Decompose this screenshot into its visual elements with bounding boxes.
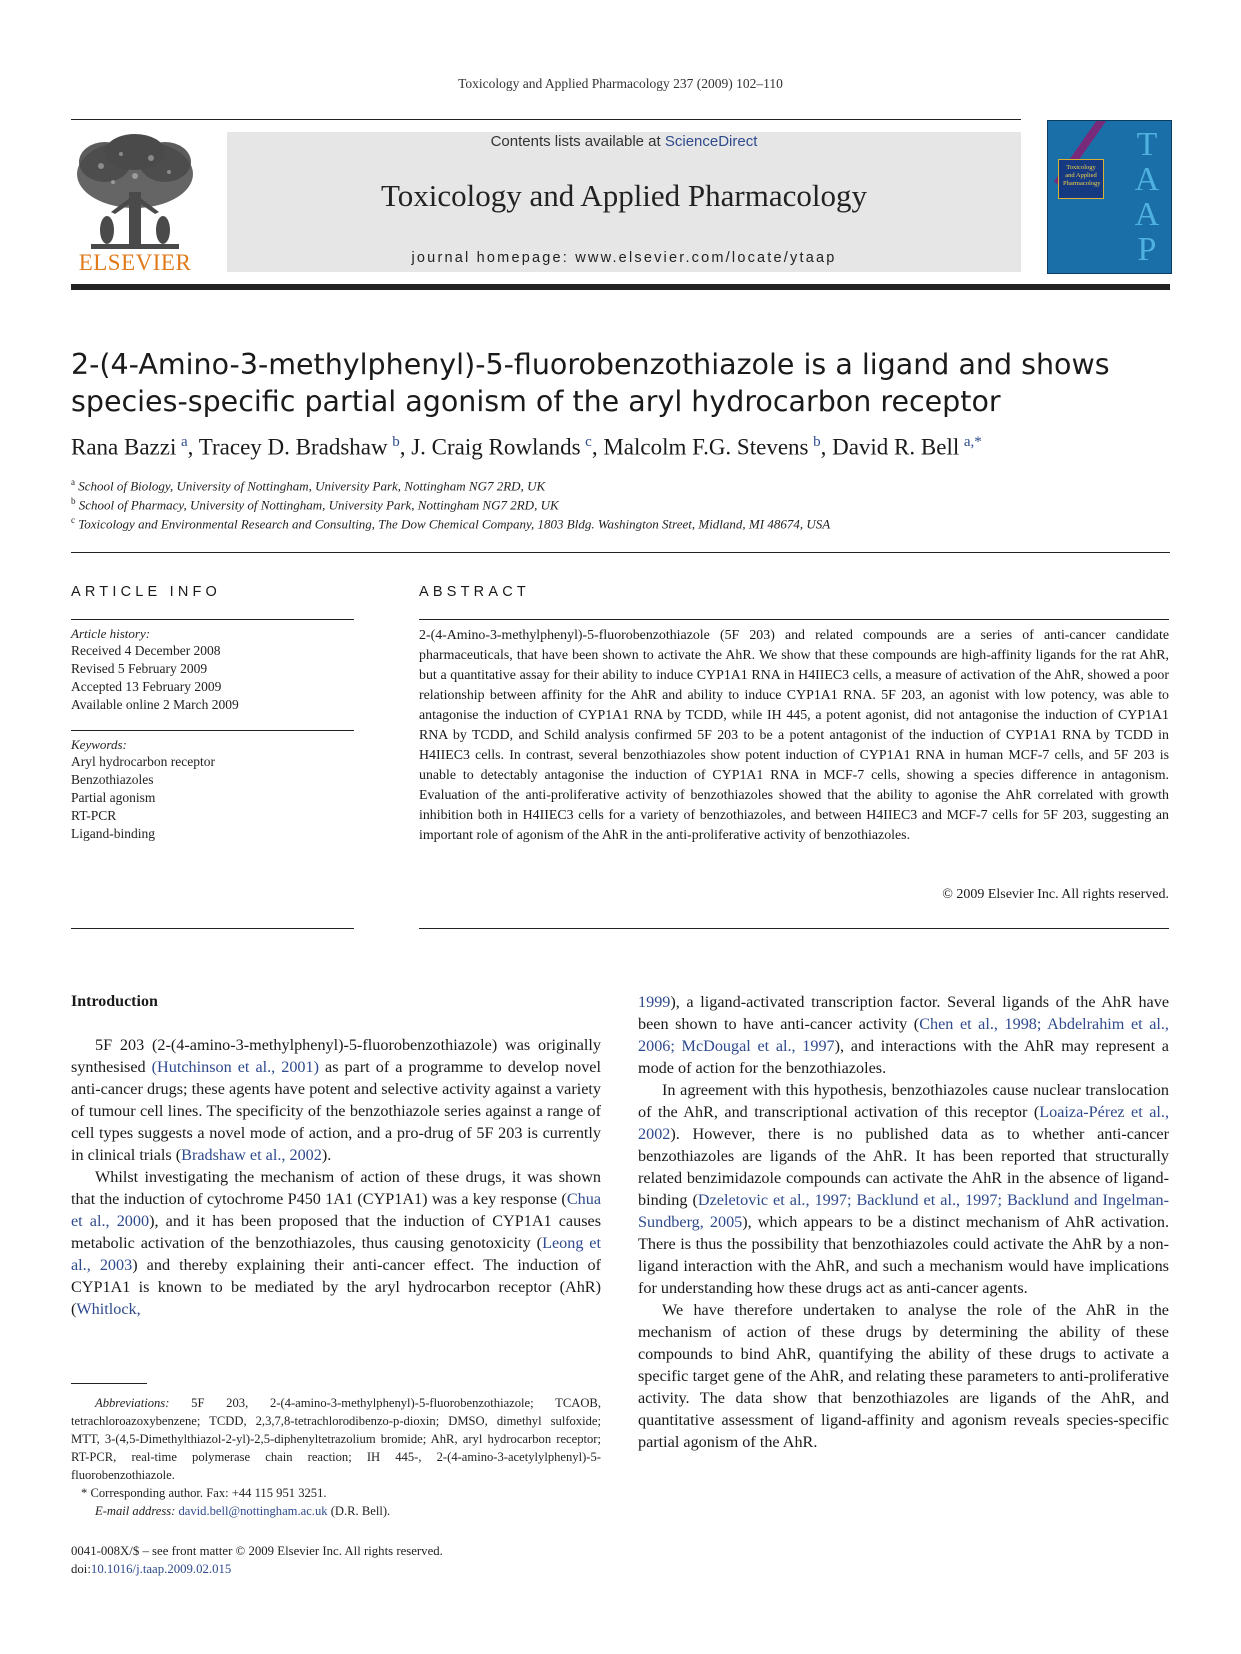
email-link[interactable]: david.bell@nottingham.ac.uk (178, 1504, 328, 1518)
body-text: We have therefore undertaken to analyse the role of the AhR in the mechanism of action of these drugs by determining the ability of these compounds to bind AhR, quantifying the ability of these drugs to activate a specific target gene of the AhR, and relating these parameters to anti-proliferative activity. The data show that benzothiazoles are ligands of the AhR, and quantitative assessment of ligand-affinity and agonism reveals species-specific partial agonism of the AhR. (638, 1301, 1169, 1451)
sciencedirect-link[interactable]: ScienceDirect (664, 133, 758, 150)
citation-link[interactable]: Leong et al., 2003 (71, 1234, 601, 1274)
author-affil-mark[interactable]: a (180, 434, 188, 450)
body-paragraph (638, 1079, 1169, 1299)
history-online: Available online 2 March 2009 (71, 697, 239, 712)
masthead-thick-rule (71, 284, 1170, 290)
title-line-1: 2-(4-Amino-3-methylphenyl)-5-fluorobenzothiazole is a ligand and shows (71, 348, 1110, 381)
author-name: Tracey D. Bradshaw (198, 434, 388, 460)
front-matter (71, 1542, 631, 1578)
keyword: Ligand-binding (71, 826, 155, 841)
article-info-bottom-rule (71, 928, 354, 929)
author-name: J. Craig Rowlands (411, 434, 581, 460)
body-text: ), and it has been proposed that the induction of CYP1A1 causes metabolic activation of the benzothiazoles, thus causing genotoxicity ( (71, 1212, 601, 1252)
history-label: Article history: (71, 626, 151, 641)
cover-letter: P (1137, 231, 1157, 268)
header-rule (71, 119, 1021, 120)
body-text: ). However, there is no published data as to whether anti-cancer benzothiazoles are ligands of the AhR. It has been reported that structurally related benzimidazole compounds can activate the AhR in the absence of ligand-binding ( (638, 1125, 1169, 1209)
body-paragraph (638, 991, 1169, 1079)
body-paragraph (71, 1034, 601, 1166)
journal-cover-thumbnail (1047, 120, 1172, 274)
author-name: Malcolm F.G. Stevens (603, 434, 809, 460)
body-text: In agreement with this hypothesis, benzothiazoles cause nuclear translocation of the AhR, and transcriptional activation of this receptor ( (638, 1081, 1169, 1121)
article-info-heading: ARTICLE INFO (71, 584, 222, 600)
keywords-rule (71, 730, 354, 731)
contents-prefix: Contents lists available at (490, 133, 665, 150)
title-line-2: species-specific partial agonism of the aryl hydrocarbon receptor (71, 385, 1001, 418)
doi-label: doi: (71, 1562, 91, 1576)
abstract-rule (419, 619, 1169, 620)
citation-link[interactable]: Bradshaw et al., 2002 (181, 1146, 322, 1164)
introduction-heading: Introduction (71, 993, 158, 1010)
body-text: 5F 203 (2-(4-amino-3-methylphenyl)-5-fluorobenzothiazole) was originally synthesised (71, 1036, 601, 1076)
affiliation-text: School of Biology, University of Nottingham, University Park, Nottingham NG7 2RD, UK (78, 478, 546, 494)
journal-homepage[interactable]: journal homepage: www.elsevier.com/locate/ytaap (411, 250, 837, 266)
abstract-heading: ABSTRACT (419, 584, 530, 600)
author-affil-mark[interactable]: a,* (963, 434, 982, 450)
article-info-rule (71, 619, 354, 620)
body-column-right (638, 991, 1169, 1453)
keywords-label: Keywords: (71, 737, 127, 752)
affiliation-text: School of Pharmacy, University of Nottingham, University Park, Nottingham NG7 2RD, UK (78, 497, 559, 513)
body-text: ), a ligand-activated transcription factor. Several ligands of the AhR have been shown to have anti-cancer activity ( (638, 993, 1169, 1033)
body-paragraph (638, 1299, 1169, 1453)
author-separator: , (187, 434, 199, 460)
article-history (71, 626, 354, 714)
footnotes (71, 1394, 601, 1520)
citation-link[interactable]: Loaiza-Pérez et al., 2002 (638, 1103, 1169, 1143)
email-footnote (71, 1502, 601, 1520)
author-name: Rana Bazzi (71, 434, 177, 460)
author-affil-mark[interactable]: c (585, 434, 592, 450)
citation-link[interactable]: Dzeletovic et al., 1997; Backlund et al., 1997; Backlund and Ingelman-Sundberg, 2005 (638, 1191, 1169, 1231)
doi-line (71, 1560, 631, 1578)
running-head: Toxicology and Applied Pharmacology 237 (2009) 102–110 (458, 76, 783, 91)
email-suffix: (D.R. Bell). (327, 1504, 391, 1518)
body-text: as part of a programme to develop novel anti-cancer drugs; these agents have potent and selective activity against a variety of tumour cell lines. The specificity of the benzothiazole series against a range of cell types suggests a novel mode of action, and a pro-drug of 5F 203 is currently in clinical trials ( (71, 1058, 601, 1164)
abstract-text: 2-(4-Amino-3-methylphenyl)-5-fluorobenzothiazole (5F 203) and related compounds are a series of anti-cancer candidate pharmaceuticals, that have been shown to activate the AhR. We show that these compounds are high-affinity ligands for the rat AhR, but a quantitative assay for their ability to induce CYP1A1 RNA in H4IIEC3 cells, a measure of activation of the AhR, showed a poor relationship between affinity for the AhR and ability to induce CYP1A1 RNA. 5F 203, an agonist with low potency, was able to antagonise the induction of CYP1A1 RNA by TCDD, while IH 445, a potent agonist, did not antagonise the induction of CYP1A1 RNA by TCDD, and Schild analysis confirmed 5F 203 to be a potent antagonist of the induction of CYP1A1 RNA by TCDD in H4IIEC3 cells. In contrast, several benzothiazoles show potent induction of CYP1A1 RNA in human MCF-7 cells, and 5F 203 is unable to detectably antagonise the induction of CYP1A1 RNA in MCF-7 cells, showing a species difference in antagonism. Evaluation of the anti-proliferative activity of benzothiazoles showed that the ability to agonise the AhR correlated with growth inhibition both in H4IIEC3 cells for a variety of benzothiazoles, and between H4IIEC3 and MCF-7 cells for 5F 203, suggesting an important role of agonism of the AhR in the anti-proliferative activity of benzothiazoles. (419, 628, 1169, 843)
cover-letter: A (1134, 196, 1160, 233)
abstract-bottom-rule (419, 928, 1169, 929)
affiliation-rule (71, 552, 1170, 553)
elsevier-wordmark: ELSEVIER (78, 250, 192, 275)
corresponding-author-footnote: * Corresponding author. Fax: +44 115 951 3251. (81, 1486, 327, 1500)
abstract-copyright: © 2009 Elsevier Inc. All rights reserved. (942, 887, 1169, 902)
cover-letters (1129, 127, 1165, 267)
affiliation-c (71, 515, 1171, 532)
citation-link[interactable]: (Hutchinson et al., 2001) (151, 1058, 320, 1076)
author-affil-mark[interactable]: b (813, 434, 821, 450)
citation-link[interactable]: Chua et al., 2000 (71, 1190, 601, 1230)
cover-letter: A (1134, 161, 1160, 198)
body-text: ). (321, 1146, 332, 1164)
keyword: Partial agonism (71, 790, 156, 805)
abbreviations-text: 5F 203, 2-(4-amino-3-methylphenyl)-5-fluorobenzothiazole; TCAOB, tetrachloroazoxybenzene; TCDD, 2,3,7,8-tetrachlorodibenzo-p-dioxin; DMSO, dimethyl sulfoxide; MTT, 3-(4,5-Dimethylthiazol-2-yl)-2,5-diphenyltetrazolium bromide; AhR, aryl hydrocarbon receptor; RT-PCR, real-time polymerase chain reaction; IH 445-, 2-(4-amino-3-acetylylphenyl)-5-fluorobenzothiazole. (71, 1396, 601, 1482)
footnote-rule (71, 1383, 147, 1384)
affiliation-a (71, 477, 1171, 494)
issn-line: 0041-008X/$ – see front matter © 2009 Elsevier Inc. All rights reserved. (71, 1544, 443, 1558)
affiliation-text: Toxicology and Environmental Research and Consulting, The Dow Chemical Company, 1803 Bldg. Washington Street, Midland, MI 48674, USA (78, 516, 831, 532)
body-text: ), which appears to be a distinct mechanism of AhR activation. There is thus the possibility that benzothiazoles could activate the AhR by a non-ligand interaction with the AhR, and such a mechanism would have implications for understanding how these drugs act as anti-cancer agents. (638, 1213, 1169, 1297)
author-name: David R. Bell (832, 434, 960, 460)
contents-line (227, 133, 1021, 150)
citation-link[interactable]: 1999 (638, 993, 671, 1011)
author-list (71, 434, 1171, 461)
affiliation-mark: b (71, 496, 76, 506)
body-text: Whilst investigating the mechanism of action of these drugs, it was shown that the induction of cytochrome P450 1A1 (CYP1A1) was a key response ( (71, 1168, 601, 1208)
abbreviations-footnote (71, 1394, 601, 1484)
cover-letter: T (1136, 126, 1158, 163)
article-title (71, 346, 1171, 420)
email-label: E-mail address: (95, 1504, 176, 1518)
doi-link[interactable]: 10.1016/j.taap.2009.02.015 (90, 1562, 232, 1576)
abbreviations-label: Abbreviations: (95, 1396, 170, 1410)
affiliation-mark: c (71, 515, 75, 525)
body-text: ) and thereby explaining their anti-cancer effect. The induction of CYP1A1 is known to be mediated by the aryl hydrocarbon receptor (AhR) ( (71, 1256, 601, 1318)
author-separator: , (399, 434, 412, 460)
author-affil-mark[interactable]: b (392, 434, 400, 450)
keywords-block (71, 737, 354, 843)
cover-title: Toxicology and Applied Pharmacology (1058, 159, 1104, 199)
keyword: RT-PCR (71, 808, 117, 823)
history-accepted: Accepted 13 February 2009 (71, 679, 222, 694)
body-text: ), and interactions with the AhR may represent a mode of action for the benzothiazoles. (638, 1037, 1169, 1077)
history-revised: Revised 5 February 2009 (71, 661, 208, 676)
keyword: Benzothiazoles (71, 772, 154, 787)
keyword: Aryl hydrocarbon receptor (71, 754, 215, 769)
affiliation-mark: a (71, 477, 75, 487)
citation-link[interactable]: Chen et al., 1998; Abdelrahim et al., 2006; McDougal et al., 1997 (638, 1015, 1169, 1055)
history-received: Received 4 December 2008 (71, 643, 221, 658)
author-separator: , (591, 434, 604, 460)
citation-link[interactable]: Whitlock, (76, 1300, 141, 1318)
body-column-left (71, 1034, 601, 1320)
body-paragraph (71, 1166, 601, 1320)
journal-title: Toxicology and Applied Pharmacology (381, 178, 867, 213)
author-separator: , (820, 434, 833, 460)
affiliation-b (71, 496, 1171, 513)
